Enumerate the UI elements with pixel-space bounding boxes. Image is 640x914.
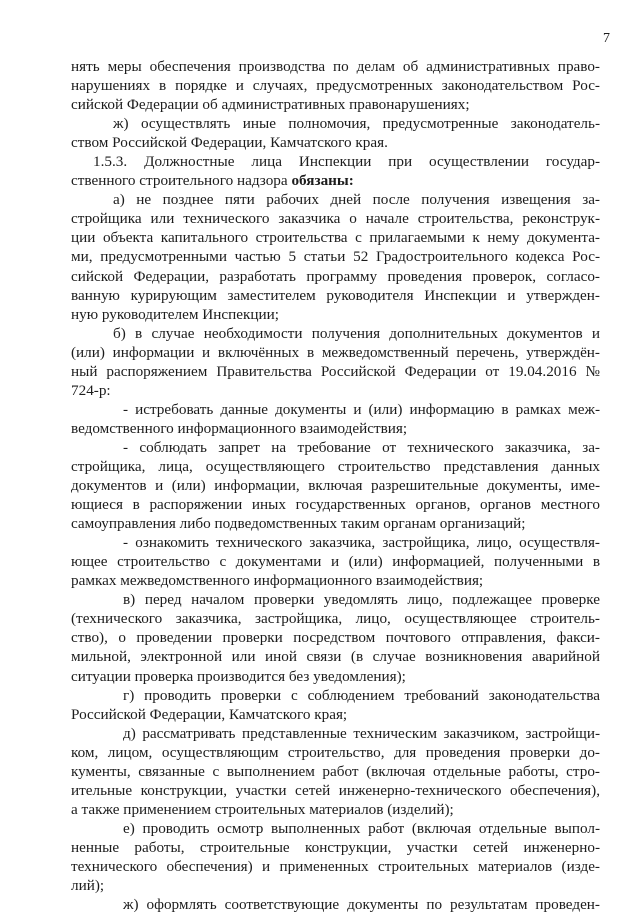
text-line-content: в) перед началом проверки уведомлять лицо, подлежащее проверке (123, 591, 600, 609)
text-line (71, 609, 600, 628)
text-line-content: рамках межведомственного информационного взаимодействия; (71, 572, 484, 590)
text-line-content: д) рассматривать представленные техническим заказчиком, застройщи- (123, 724, 600, 742)
text-line (71, 305, 600, 324)
text-line-content: самоуправления либо подведомственных таким органам организаций; (71, 515, 526, 533)
text-line (71, 362, 600, 381)
text-line (71, 876, 600, 895)
text-line (71, 819, 600, 838)
text-line (71, 857, 600, 876)
text-line (71, 571, 600, 590)
text-line-content: стройщика, лица, осуществляющего строительство представления данных (71, 457, 600, 475)
text-line (71, 114, 600, 133)
text-line (71, 190, 600, 209)
text-line-content: ми, предусмотренными частью 5 статьи 52 Градостроительного кодекса Рос- (71, 248, 600, 266)
text-line-content: ции объекта капитального строительства с прилагаемыми к нему документа- (71, 229, 600, 247)
text-line-content: а) не позднее пяти рабочих дней после получения извещения за- (113, 191, 600, 209)
text-line-content: сийской Федерации, разработать программу проведения проверок, согласо- (71, 267, 600, 285)
text-line-content: - истребовать данные документы и (или) информацию в рамках меж- (123, 400, 600, 418)
text-line-content: ж) оформлять соответствующие документы по результатам проведен- (123, 896, 600, 914)
text-line (71, 438, 600, 457)
text-line (71, 171, 600, 190)
text-line (71, 152, 600, 171)
text-line (71, 476, 600, 495)
text-line-content: ительные конструкции, участки сетей инженерно-технического обеспечения), (71, 781, 600, 799)
text-line (71, 247, 600, 266)
text-line (71, 495, 600, 514)
text-line-content: - ознакомить технического заказчика, застройщика, лицо, осуществля- (123, 534, 600, 552)
text-line (71, 705, 600, 724)
text-line-content: е) проводить осмотр выполненных работ (включая отдельные выпол- (123, 819, 600, 837)
text-line (71, 400, 600, 419)
text-line (71, 76, 600, 95)
text-line (71, 667, 600, 686)
text-line-content: Российской Федерации, Камчатского края; (71, 705, 348, 723)
text-line-content: ющее строительство с документами и (или) информацией, полученными в (71, 553, 600, 571)
text-line (71, 533, 600, 552)
text-line (71, 343, 600, 362)
text-line (71, 381, 600, 400)
text-line (71, 228, 600, 247)
text-line-content: ж) осуществлять иные полномочия, предусмотренные законодатель- (113, 115, 600, 133)
text-line (71, 457, 600, 476)
text-line (71, 762, 600, 781)
text-line-content: ную руководителем Инспекции; (71, 305, 279, 323)
text-line (71, 286, 600, 305)
text-line (71, 800, 600, 819)
text-line-content: ственного строительного надзора (71, 172, 292, 190)
text-line (71, 590, 600, 609)
text-line-content: документов и (или) информации, включая разрешительные документы, име- (71, 477, 600, 495)
text-line (71, 647, 600, 666)
text-line-content: ненные работы, строительные конструкции, участки сетей инженерно- (71, 838, 600, 856)
text-line-content: ванную курирующим заместителем руководителя Инспекции и утвержден- (71, 286, 600, 304)
text-line-content: г) проводить проверки с соблюдением требований законодательства (123, 686, 600, 704)
text-line-content: технического обеспечения) и примененных строительных материалов (изде- (71, 857, 600, 875)
text-line-content: (технического заказчика, застройщика, лицо, осуществляющее строитель- (71, 610, 600, 628)
text-line (71, 552, 600, 571)
text-line-content: 724-р: (71, 381, 111, 399)
text-line-content: ющиеся в распоряжении иных государственных органов, органов местного (71, 496, 600, 514)
document-body (71, 57, 600, 914)
text-line-content: ситуации проверка производится без уведомления); (71, 667, 406, 685)
text-line (71, 419, 600, 438)
text-line (71, 209, 600, 228)
text-line (71, 324, 600, 343)
text-line (71, 724, 600, 743)
text-line-content: сийской Федерации об административных правонарушениях; (71, 96, 470, 114)
text-line-content: лий); (71, 877, 105, 895)
text-line-content: нарушениях в порядке и случаях, предусмотренных законодательством Рос- (71, 77, 600, 95)
text-line (71, 628, 600, 647)
text-line-content: нять меры обеспечения производства по делам об административных право- (71, 58, 600, 75)
text-line-content: ство), о проведении проверки посредством почтового отправления, факси- (71, 629, 600, 647)
text-line (71, 514, 600, 533)
bold-keyword: обязаны: (291, 172, 354, 190)
text-line-content: - соблюдать запрет на требование от технического заказчика, за- (123, 438, 600, 456)
text-line-content: ведомственного информационного взаимодействия; (71, 419, 408, 437)
text-line (71, 686, 600, 705)
text-line-content: стройщика или технического заказчика о начале строительства, реконструк- (71, 210, 600, 228)
text-line (71, 95, 600, 114)
text-line (71, 267, 600, 286)
text-line (71, 781, 600, 800)
text-line-content: мильной, электронной или иной связи (в случае возникновения аварийной (71, 648, 600, 666)
text-line-content: ный распоряжением Правительства Российской Федерации от 19.04.2016 № (71, 362, 600, 380)
page-number: 7 (603, 31, 610, 46)
text-line-content: а также применением строительных материалов (изделий); (71, 800, 454, 818)
text-line-content: ком, лицом, осуществляющим строительство, для проведения проверки до- (71, 743, 600, 761)
text-line-content: б) в случае необходимости получения дополнительных документов и (113, 324, 600, 342)
text-line-content: кументы, связанные с выполнением работ (включая отдельные работы, стро- (71, 762, 600, 780)
text-line (71, 838, 600, 857)
text-line-content: ством Российской Федерации, Камчатского края. (71, 134, 388, 152)
text-line-content: 1.5.3. Должностные лица Инспекции при осуществлении государ- (93, 153, 600, 171)
text-line (71, 743, 600, 762)
text-line (71, 57, 600, 76)
text-line-content: (или) информации и включённых в межведомственный перечень, утверждён- (71, 343, 600, 361)
text-line (71, 133, 600, 152)
